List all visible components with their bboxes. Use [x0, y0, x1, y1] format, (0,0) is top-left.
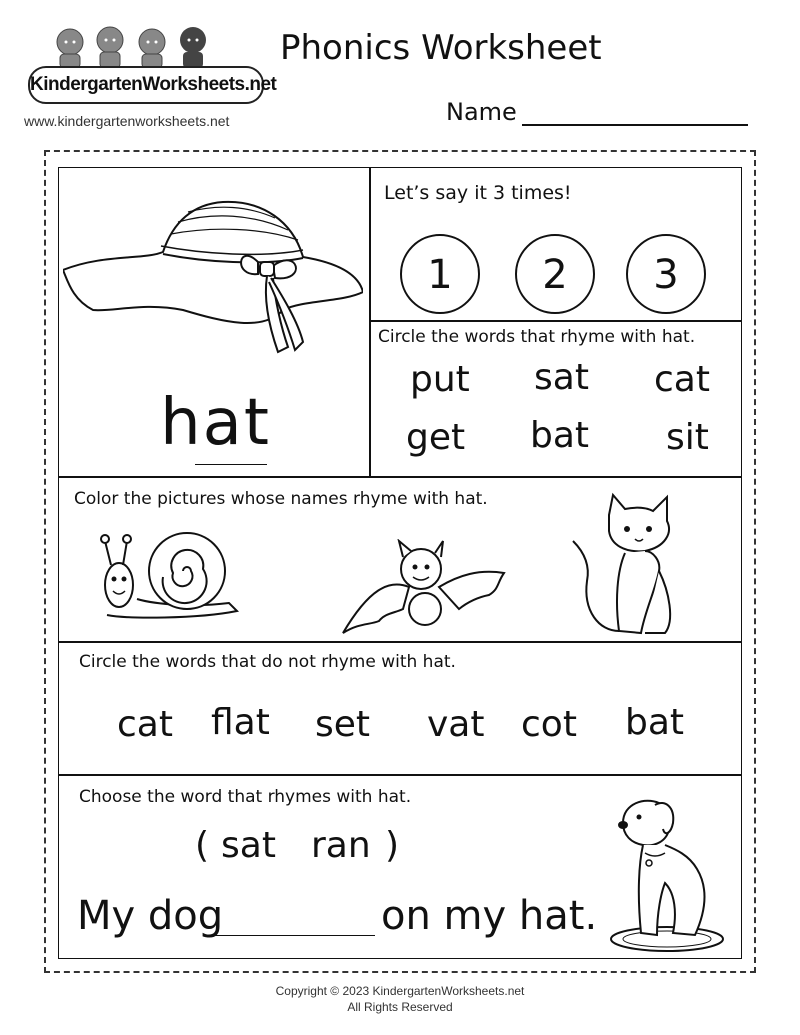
color-pictures-box — [58, 476, 742, 643]
not-rhyme-word[interactable]: cat — [117, 704, 173, 745]
sentence-end: on my hat. — [381, 893, 598, 939]
not-rhyme-word[interactable]: set — [315, 704, 371, 745]
rights-text: All Rights Reserved — [347, 1000, 453, 1014]
rhyme-word[interactable]: get — [406, 417, 466, 458]
not-rhyme-box — [58, 641, 742, 776]
not-rhyme-word[interactable]: bat — [625, 702, 685, 743]
snail-icon[interactable] — [97, 527, 247, 627]
color-instruction: Color the pictures whose names rhyme with hat. — [74, 489, 488, 509]
bat-icon[interactable] — [339, 539, 509, 639]
logo — [28, 18, 277, 102]
choose-instruction: Choose the word that rhymes with hat. — [79, 787, 412, 807]
rhyme-words-box — [369, 320, 742, 478]
count-circle-2[interactable]: 2 — [515, 234, 595, 314]
cat-icon[interactable] — [569, 491, 689, 641]
say-it-instruction: Let’s say it 3 times! — [384, 182, 572, 204]
option-word[interactable]: ran — [311, 825, 371, 866]
choose-word-box — [58, 774, 742, 959]
not-rhyme-word[interactable]: cot — [521, 704, 577, 745]
dog-icon[interactable] — [605, 793, 725, 953]
target-word: hat — [160, 386, 271, 460]
say-it-box — [369, 167, 742, 322]
sentence-start: My dog — [77, 893, 224, 939]
not-rhyme-word[interactable]: flat — [211, 702, 270, 743]
logo-wordmark: KindergartenWorksheets.net — [28, 66, 264, 104]
name-label: Name — [446, 98, 517, 126]
target-word-underline — [195, 464, 267, 465]
website-url[interactable]: www.kindergartenworksheets.net — [24, 113, 230, 129]
rhyme-word[interactable]: sit — [666, 417, 709, 458]
rhyme-word[interactable]: put — [410, 359, 470, 400]
hat-picture-box — [58, 167, 371, 478]
rhyme-word[interactable]: bat — [530, 415, 590, 456]
page-title: Phonics Worksheet — [280, 28, 602, 68]
name-input-line[interactable] — [522, 124, 748, 126]
rhyme-word[interactable]: cat — [654, 359, 710, 400]
not-rhyme-instruction: Circle the words that do not rhyme with hat. — [79, 652, 456, 672]
copyright-text: Copyright © 2023 KindergartenWorksheets.net — [275, 984, 525, 998]
kids-logo-icon — [28, 18, 260, 68]
count-circle-3[interactable]: 3 — [626, 234, 706, 314]
answer-blank[interactable] — [215, 935, 375, 936]
rhyme-instruction: Circle the words that rhyme with hat. — [378, 327, 696, 347]
close-paren: ) — [385, 825, 400, 866]
rhyme-word[interactable]: sat — [534, 357, 589, 398]
hat-icon — [63, 182, 363, 392]
open-paren: ( — [195, 825, 210, 866]
count-circle-1[interactable]: 1 — [400, 234, 480, 314]
not-rhyme-word[interactable]: vat — [427, 704, 485, 745]
option-word[interactable]: sat — [221, 825, 276, 866]
